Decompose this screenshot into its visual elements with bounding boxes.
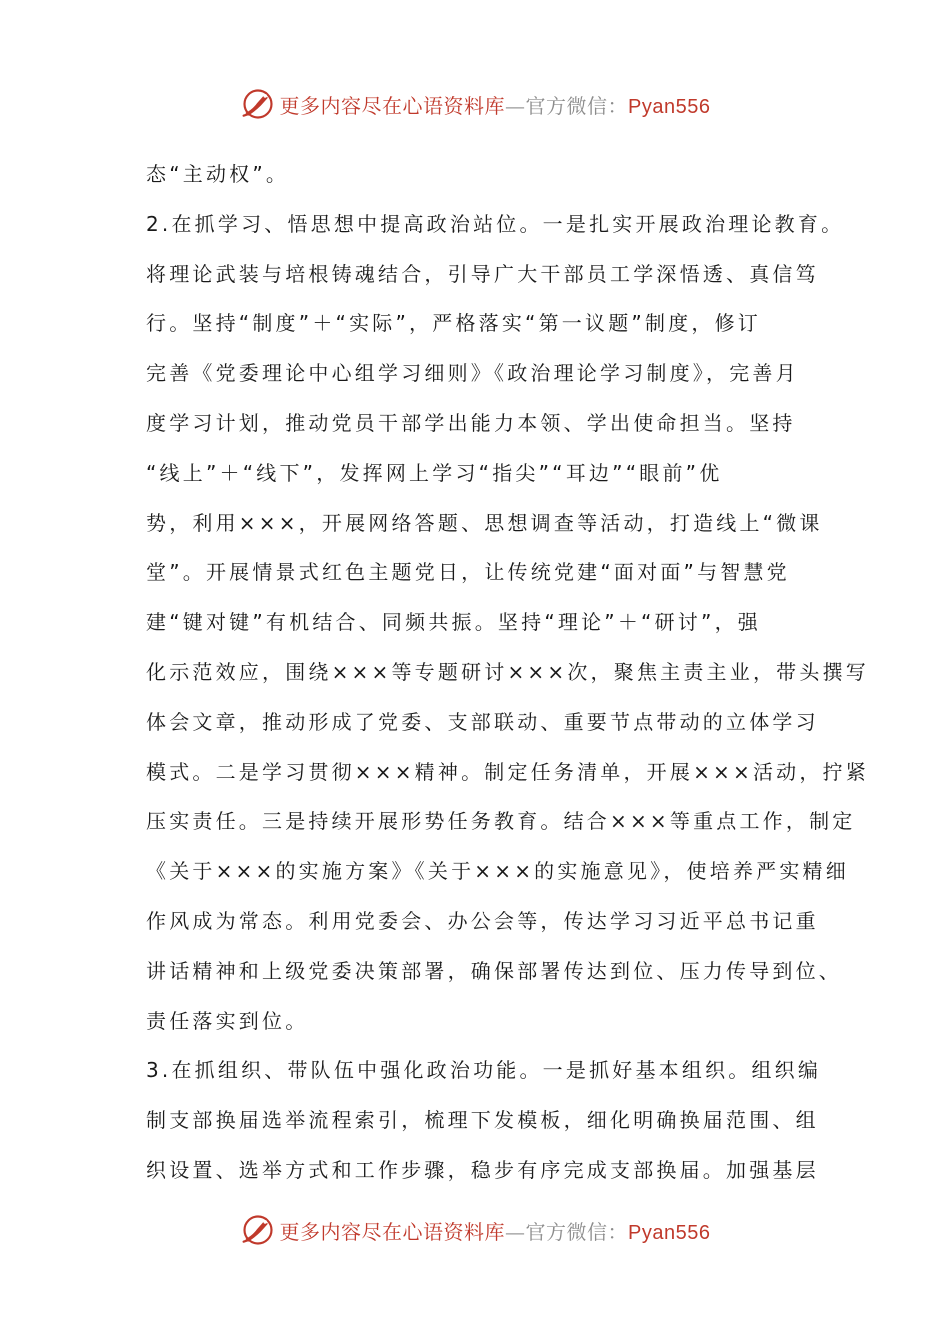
body-line: 势，利用×××，开展网络答题、思想调查等活动，打造线上“微课 <box>146 510 823 535</box>
footer-wechat-label: 官方微信： <box>525 1219 629 1244</box>
body-line: 作风成为常态。利用党委会、办公会等，传达学习习近平总书记重 <box>146 908 819 933</box>
body-line: 制支部换届选举流程索引，梳理下发模板，细化明确换届范围、组 <box>146 1108 819 1133</box>
section-heading-line: 2.在抓学习、悟思想中提高政治站位。一是扎实开展政治理论教育。 <box>146 211 845 236</box>
body-line: 化示范效应，围绕×××等专题研讨×××次，聚焦主责主业，带头撰写 <box>146 659 869 684</box>
body-line: 体会文章，推动形成了党委、支部联动、重要节点带动的立体学习 <box>146 709 819 734</box>
header-separator: — <box>505 93 526 118</box>
footer-wechat-id: Pyan556 <box>628 1221 711 1244</box>
footer-watermark-banner <box>0 1210 950 1250</box>
body-line: 态“主动权”。 <box>146 162 290 186</box>
body-line: 度学习计划，推动党员干部学出能力本领、学出使命担当。坚持 <box>146 410 796 435</box>
section-heading-line: 3.在抓组织、带队伍中强化政治功能。一是抓好基本组织。组织编 <box>146 1058 822 1083</box>
document-body <box>146 150 869 1196</box>
pen-nib-logo-icon <box>240 1212 276 1248</box>
body-line: 《关于×××的实施方案》《关于×××的实施意见》，使培养严实精细 <box>146 859 849 884</box>
body-line: 行。坚持“制度”＋“实际”，严格落实“第一议题”制度，修订 <box>146 311 761 336</box>
body-line: 建“键对键”有机结合、同频共振。坚持“理论”＋“研讨”，强 <box>146 610 761 635</box>
body-line: 责任落实到位。 <box>146 1008 309 1033</box>
footer-separator: — <box>505 1219 526 1244</box>
body-line: 模式。二是学习贯彻×××精神。制定任务清单，开展×××活动，拧紧 <box>146 759 869 784</box>
pen-nib-logo-icon <box>240 86 276 122</box>
footer-watermark-text <box>280 1216 711 1245</box>
header-wechat-id: Pyan556 <box>628 95 711 118</box>
body-line: 压实责任。三是持续开展形势任务教育。结合×××等重点工作，制定 <box>146 809 856 834</box>
header-wechat-label: 官方微信： <box>525 93 629 118</box>
header-site-text: 更多内容尽在心语资料库 <box>279 93 506 118</box>
footer-site-text: 更多内容尽在心语资料库 <box>279 1219 506 1244</box>
body-line: 完善《党委理论中心组学习细则》《政治理论学习制度》，完善月 <box>146 361 799 386</box>
header-watermark-text <box>280 90 711 119</box>
body-line: 堂”。开展情景式红色主题党日，让传统党建“面对面”与智慧党 <box>146 560 790 585</box>
body-line: 将理论武装与培根铸魂结合，引导广大干部员工学深悟透、真信笃 <box>146 261 819 286</box>
body-line: 讲话精神和上级党委决策部署，确保部署传达到位、压力传导到位、 <box>146 958 842 983</box>
body-line: 织设置、选举方式和工作步骤，稳步有序完成支部换届。加强基层 <box>146 1157 819 1182</box>
header-watermark-banner <box>0 84 950 124</box>
body-line: “线上”＋“线下”，发挥网上学习“指尖”“耳边”“眼前”优 <box>146 460 723 485</box>
